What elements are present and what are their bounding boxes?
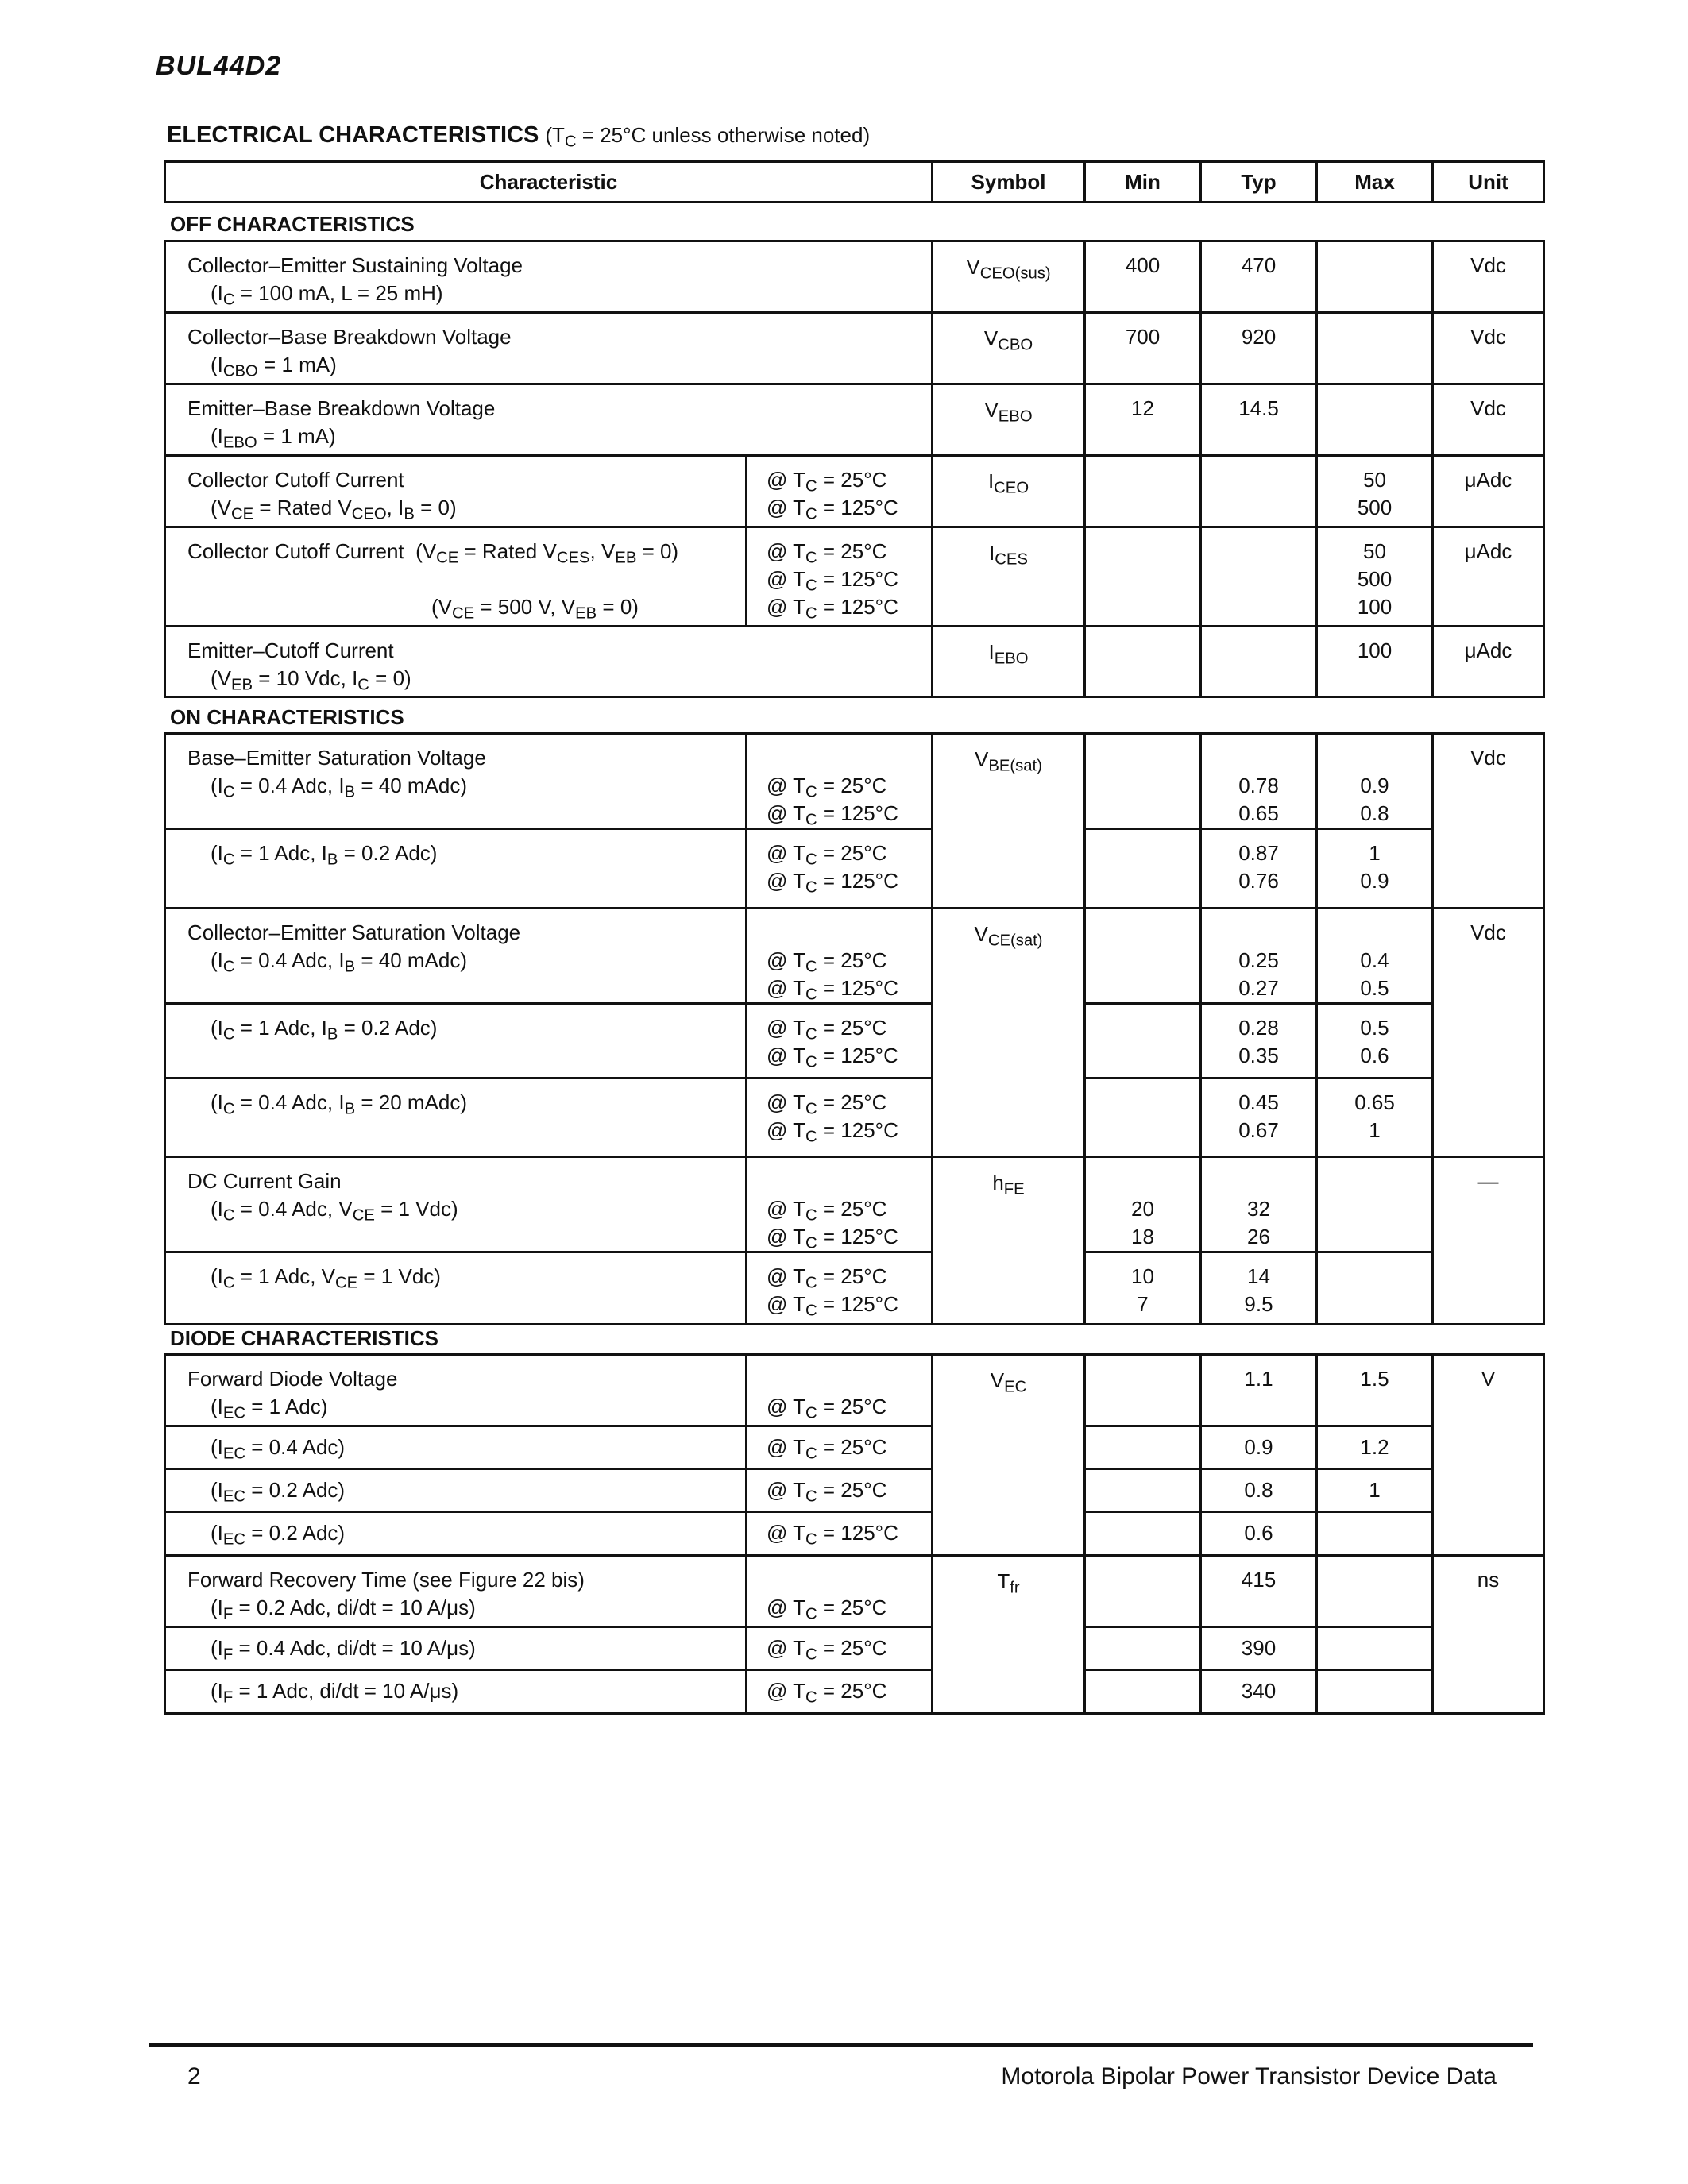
row-vbe-min-2 (1085, 829, 1201, 909)
row-hfe-typ-2: 14 9.5 (1201, 1252, 1317, 1325)
row-tfr-cond-1: @ $T_C = 25^\circ C$ (747, 1556, 933, 1627)
row-vebo-max (1317, 384, 1433, 456)
row-tfr-min-2 (1085, 1627, 1201, 1670)
row-vce-cond-1: @ $T_C = 25^\circ C$ @ $T_C = 125^\circ C$ (747, 909, 933, 1004)
diode-characteristics-table (164, 1353, 1545, 1715)
row-vec-unit: V (1433, 1355, 1544, 1556)
row-vce-max-2: 0.5 0.6 (1317, 1004, 1433, 1078)
row-iebo-unit: μAdc (1433, 627, 1544, 697)
row-tfr-char-2: ($I_F = 0.4$ Adc, di/dt = 10 A/μs) (165, 1627, 747, 1670)
row-vec-cond-4: @ $T_C = 125^\circ C$ (747, 1512, 933, 1556)
row-vce-unit: Vdc (1433, 909, 1544, 1157)
row-vce-symbol: $V_{CE(sat)}$ (933, 909, 1085, 1157)
on-characteristics-table (164, 732, 1545, 1325)
row-tfr-symbol: $T_{fr}$ (933, 1556, 1085, 1714)
row-vec-max-4 (1317, 1512, 1433, 1556)
row-hfe-char-2: ($I_C = 1$ Adc, $V_{CE} = 1$ Vdc) (165, 1252, 747, 1325)
row-vcbo-max (1317, 313, 1433, 384)
row-vec-min-3 (1085, 1469, 1201, 1512)
row-tfr-max-3 (1317, 1670, 1433, 1714)
row-vec-char: Forward Diode Voltage ($I_{EC} = 1$ Adc) (165, 1355, 747, 1426)
table-row (165, 241, 1544, 313)
table-row (165, 313, 1544, 384)
row-vebo-min: 12 (1085, 384, 1201, 456)
row-hfe-typ-1: 32 26 (1201, 1157, 1317, 1252)
row-ices-unit: μAdc (1433, 527, 1544, 627)
row-ices-max: 50 500 100 (1317, 527, 1433, 627)
row-vec-char-3: ($I_{EC} = 0.2$ Adc) (165, 1469, 747, 1512)
row-tfr-min-3 (1085, 1670, 1201, 1714)
row-hfe-min-1: 20 18 (1085, 1157, 1201, 1252)
section-title (167, 122, 870, 149)
table-row (165, 1252, 1544, 1325)
table-row (165, 1157, 1544, 1252)
row-hfe-cond-2: @ $T_C = 25^\circ C$ @ $T_C = 125^\circ C$ (747, 1252, 933, 1325)
row-vec-typ-3: 0.8 (1201, 1469, 1317, 1512)
row-vce-char-3: ($I_C = 0.4$ Adc, $I_B = 20$ mAdc) (165, 1078, 747, 1157)
row-vce-min-3 (1085, 1078, 1201, 1157)
row-iebo-symbol: $I_{EBO}$ (933, 627, 1085, 697)
row-iceo-char: Collector Cutoff Current ($V_{CE}$ = Rated $V_{CEO}$, $I_B = 0$) (165, 456, 747, 527)
table-row (165, 734, 1544, 829)
row-vceo-char: Collector–Emitter Sustaining Voltage ($I_C = 100$ mA, L = 25 mH) (165, 241, 933, 313)
row-vec-cond-2: @ $T_C = 25^\circ C$ (747, 1426, 933, 1469)
row-ices-cond: @ $T_C = 25^\circ C$ @ $T_C = 125^\circ C$ @ $T_C = 125^\circ C$ (747, 527, 933, 627)
row-vbe-symbol: $V_{BE(sat)}$ (933, 734, 1085, 909)
row-vec-min-4 (1085, 1512, 1201, 1556)
row-hfe-cond-1: @ $T_C = 25^\circ C$ @ $T_C = 125^\circ C$ (747, 1157, 933, 1252)
row-vce-cond-2: @ $T_C = 25^\circ C$ @ $T_C = 125^\circ C$ (747, 1004, 933, 1078)
table-header (164, 160, 1545, 203)
row-hfe-max-1 (1317, 1157, 1433, 1252)
row-vbe-char-2: ($I_C = 1$ Adc, $I_B = 0.2$ Adc) (165, 829, 747, 909)
col-max: Max (1317, 162, 1433, 203)
row-vec-typ-4: 0.6 (1201, 1512, 1317, 1556)
row-tfr-char: Forward Recovery Time (see Figure 22 bis) ($I_F = 0.2$ Adc, di/dt = 10 A/μs) (165, 1556, 747, 1627)
row-vec-symbol: $V_{EC}$ (933, 1355, 1085, 1556)
row-vce-char: Collector–Emitter Saturation Voltage ($I_C = 0.4$ Adc, $I_B = 40$ mAdc) (165, 909, 747, 1004)
row-vceo-max (1317, 241, 1433, 313)
row-vcbo-min: 700 (1085, 313, 1201, 384)
row-vbe-unit: Vdc (1433, 734, 1544, 909)
section-on-heading: ON CHARACTERISTICS (170, 705, 404, 729)
part-number: BUL44D2 (156, 51, 282, 81)
row-hfe-unit: — (1433, 1157, 1544, 1325)
row-vec-min-1 (1085, 1355, 1201, 1426)
table-row (165, 1627, 1544, 1670)
col-symbol: Symbol (933, 162, 1085, 203)
row-vbe-max-1: 0.9 0.8 (1317, 734, 1433, 829)
row-vce-max-3: 0.65 1 (1317, 1078, 1433, 1157)
footer-publication: Motorola Bipolar Power Transistor Device Data (1001, 2063, 1497, 2089)
row-ices-symbol: $I_{CES}$ (933, 527, 1085, 627)
row-hfe-char: DC Current Gain ($I_C = 0.4$ Adc, $V_{CE} = 1$ Vdc) (165, 1157, 747, 1252)
row-vcbo-typ: 920 (1201, 313, 1317, 384)
row-tfr-unit: ns (1433, 1556, 1544, 1714)
row-iebo-typ (1201, 627, 1317, 697)
section-title-note: ($T_C = 25^\circ C$ unless otherwise noted) (545, 123, 871, 151)
row-vec-min-2 (1085, 1426, 1201, 1469)
row-vec-typ-1: 1.1 (1201, 1355, 1317, 1426)
section-off-heading: OFF CHARACTERISTICS (170, 212, 415, 236)
row-vceo-min: 400 (1085, 241, 1201, 313)
row-tfr-min-1 (1085, 1556, 1201, 1627)
table-row (165, 829, 1544, 909)
row-tfr-cond-3: @ $T_C = 25^\circ C$ (747, 1670, 933, 1714)
col-unit: Unit (1433, 162, 1544, 203)
row-vec-char-2: ($I_{EC} = 0.4$ Adc) (165, 1426, 747, 1469)
row-ices-char: Collector Cutoff Current ($V_{CE}$ = Rated $V_{CES}$, $V_{EB} = 0$) ($V_{CE} = 500$ V, $V_{EB} = 0$) (165, 527, 747, 627)
row-hfe-symbol: $h_{FE}$ (933, 1157, 1085, 1325)
row-iceo-cond: @ $T_C = 25^\circ C$ @ $T_C = 125^\circ C$ (747, 456, 933, 527)
row-vcbo-unit: Vdc (1433, 313, 1544, 384)
row-vbe-cond-2: @ $T_C = 25^\circ C$ @ $T_C = 125^\circ C$ (747, 829, 933, 909)
row-vec-max-1: 1.5 (1317, 1355, 1433, 1426)
footer-divider (149, 2043, 1533, 2047)
off-characteristics-table (164, 240, 1545, 698)
row-ices-min (1085, 527, 1201, 627)
row-vec-typ-2: 0.9 (1201, 1426, 1317, 1469)
row-vce-typ-2: 0.28 0.35 (1201, 1004, 1317, 1078)
row-vceo-unit: Vdc (1433, 241, 1544, 313)
col-typ: Typ (1201, 162, 1317, 203)
table-row (165, 1556, 1544, 1627)
row-vbe-cond-1: @ $T_C = 25^\circ C$ @ $T_C = 125^\circ C$ (747, 734, 933, 829)
row-iebo-char: Emitter–Cutoff Current ($V_{EB} = 10$ Vdc, $I_C = 0$) (165, 627, 933, 697)
row-vce-typ-3: 0.45 0.67 (1201, 1078, 1317, 1157)
row-iceo-symbol: $I_{CEO}$ (933, 456, 1085, 527)
row-iceo-min (1085, 456, 1201, 527)
col-min: Min (1085, 162, 1201, 203)
row-vce-cond-3: @ $T_C = 25^\circ C$ @ $T_C = 125^\circ C$ (747, 1078, 933, 1157)
row-vec-char-4: ($I_{EC} = 0.2$ Adc) (165, 1512, 747, 1556)
row-tfr-typ-3: 340 (1201, 1670, 1317, 1714)
row-tfr-cond-2: @ $T_C = 25^\circ C$ (747, 1627, 933, 1670)
row-vce-min-2 (1085, 1004, 1201, 1078)
row-vebo-unit: Vdc (1433, 384, 1544, 456)
row-iceo-max: 50 500 (1317, 456, 1433, 527)
row-tfr-max-2 (1317, 1627, 1433, 1670)
row-vbe-typ-2: 0.87 0.76 (1201, 829, 1317, 909)
table-row (165, 1355, 1544, 1426)
col-characteristic: Characteristic (165, 162, 933, 203)
table-row (165, 456, 1544, 527)
row-vec-max-2: 1.2 (1317, 1426, 1433, 1469)
table-row (165, 1078, 1544, 1157)
row-iceo-unit: μAdc (1433, 456, 1544, 527)
row-vceo-typ: 470 (1201, 241, 1317, 313)
row-iceo-typ (1201, 456, 1317, 527)
row-vcbo-char: Collector–Base Breakdown Voltage ($I_{CBO} = 1$ mA) (165, 313, 933, 384)
row-tfr-max-1 (1317, 1556, 1433, 1627)
section-title-text: ELECTRICAL CHARACTERISTICS (167, 122, 539, 148)
row-vce-min-1 (1085, 909, 1201, 1004)
table-row (165, 909, 1544, 1004)
row-vebo-char: Emitter–Base Breakdown Voltage ($I_{EBO} = 1$ mA) (165, 384, 933, 456)
row-tfr-typ-1: 415 (1201, 1556, 1317, 1627)
row-vcbo-symbol: $V_{CBO}$ (933, 313, 1085, 384)
row-vbe-min-1 (1085, 734, 1201, 829)
row-iebo-max: 100 (1317, 627, 1433, 697)
page-number: 2 (187, 2063, 201, 2089)
table-row (165, 627, 1544, 697)
table-row (165, 1004, 1544, 1078)
table-row (165, 384, 1544, 456)
row-vebo-symbol: $V_{EBO}$ (933, 384, 1085, 456)
row-ices-typ (1201, 527, 1317, 627)
section-diode-heading: DIODE CHARACTERISTICS (170, 1326, 439, 1350)
row-vce-char-2: ($I_C = 1$ Adc, $I_B = 0.2$ Adc) (165, 1004, 747, 1078)
table-row (165, 1670, 1544, 1714)
row-vbe-typ-1: 0.78 0.65 (1201, 734, 1317, 829)
row-tfr-typ-2: 390 (1201, 1627, 1317, 1670)
row-vec-cond-3: @ $T_C = 25^\circ C$ (747, 1469, 933, 1512)
row-vceo-symbol: $V_{CEO(sus)}$ (933, 241, 1085, 313)
row-vce-max-1: 0.4 0.5 (1317, 909, 1433, 1004)
row-vbe-max-2: 1 0.9 (1317, 829, 1433, 909)
row-hfe-min-2: 10 7 (1085, 1252, 1201, 1325)
table-row (165, 1426, 1544, 1469)
row-vec-cond-1: @ $T_C = 25^\circ C$ (747, 1355, 933, 1426)
table-row (165, 1512, 1544, 1556)
row-iebo-min (1085, 627, 1201, 697)
row-vbe-char: Base–Emitter Saturation Voltage ($I_C = 0.4$ Adc, $I_B = 40$ mAdc) (165, 734, 747, 829)
row-tfr-char-3: ($I_F = 1$ Adc, di/dt = 10 A/μs) (165, 1670, 747, 1714)
row-hfe-max-2 (1317, 1252, 1433, 1325)
row-vce-typ-1: 0.25 0.27 (1201, 909, 1317, 1004)
row-vec-max-3: 1 (1317, 1469, 1433, 1512)
row-vebo-typ: 14.5 (1201, 384, 1317, 456)
table-row (165, 1469, 1544, 1512)
table-row (165, 527, 1544, 627)
